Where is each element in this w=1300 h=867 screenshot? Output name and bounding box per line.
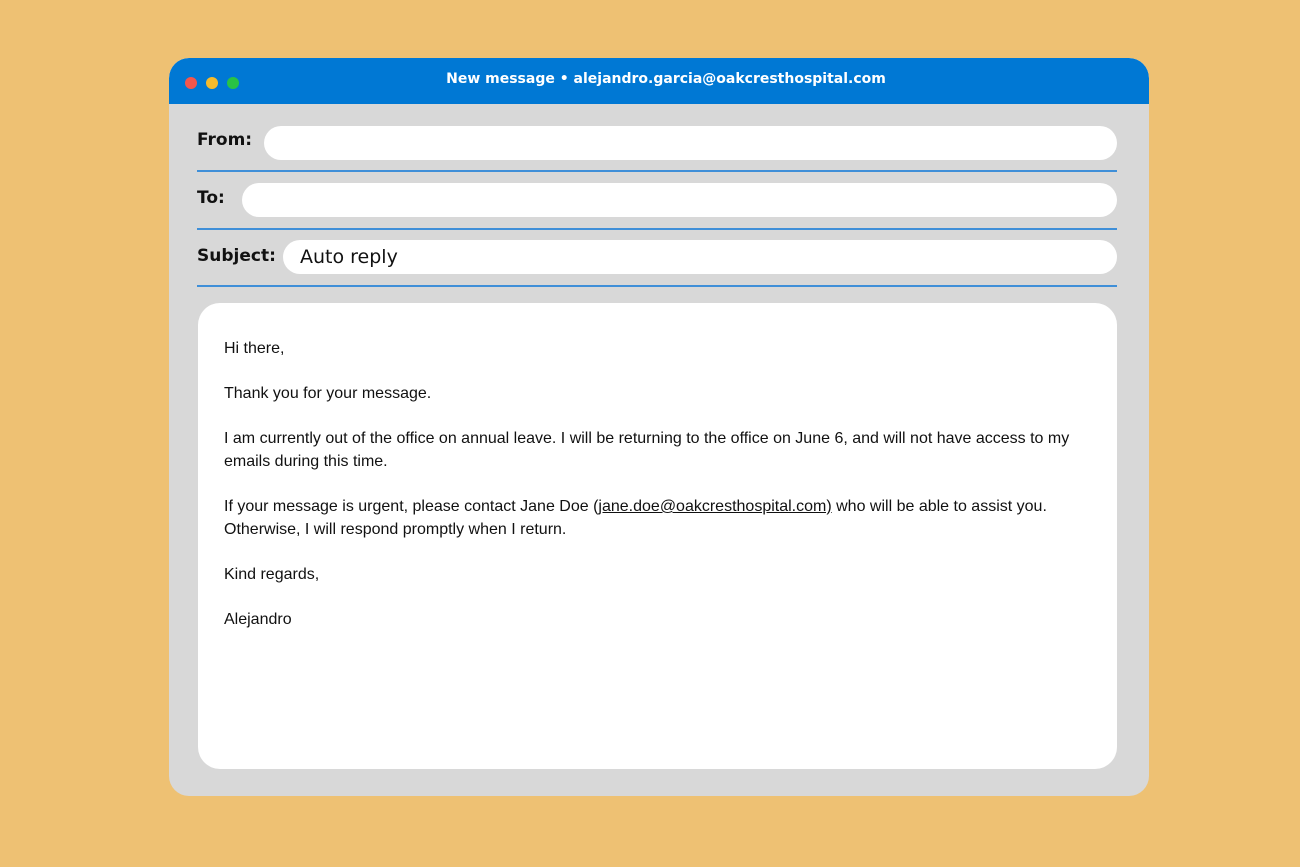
thanks-text: Thank you for your message.	[224, 385, 432, 402]
urgent-contact-text-end: who will be able to assist you. Otherwise, I will respond promptly when I return.	[224, 498, 1047, 538]
title-bar	[169, 58, 1149, 104]
to-divider	[197, 228, 1117, 230]
window-title: New message • alejandro.garcia@oakcresthospital.com	[446, 71, 886, 87]
to-label: To:	[197, 188, 225, 208]
signature-text: Alejandro	[224, 611, 292, 628]
message-body[interactable]	[198, 303, 1117, 769]
urgent-contact-text: If your message is urgent, please contact Jane Doe (	[224, 498, 599, 515]
subject-label: Subject:	[197, 246, 276, 266]
to-field[interactable]	[242, 183, 1117, 217]
closing-text: Kind regards,	[224, 566, 320, 583]
out-of-office-text: I am currently out of the office on annual leave. I will be returning to the office on June 6, and will not have access to my emails during this time.	[224, 430, 1070, 470]
from-divider	[197, 170, 1117, 172]
from-field[interactable]	[264, 126, 1117, 160]
subject-field[interactable]: Auto reply	[283, 240, 1117, 274]
greeting-text: Hi there,	[224, 340, 285, 357]
contact-email-link[interactable]: jane.doe@oakcresthospital.com)	[598, 498, 832, 515]
urgent-contact-paragraph	[224, 495, 1091, 541]
from-label: From:	[197, 130, 253, 150]
compose-window	[169, 58, 1149, 796]
subject-divider	[197, 285, 1117, 287]
